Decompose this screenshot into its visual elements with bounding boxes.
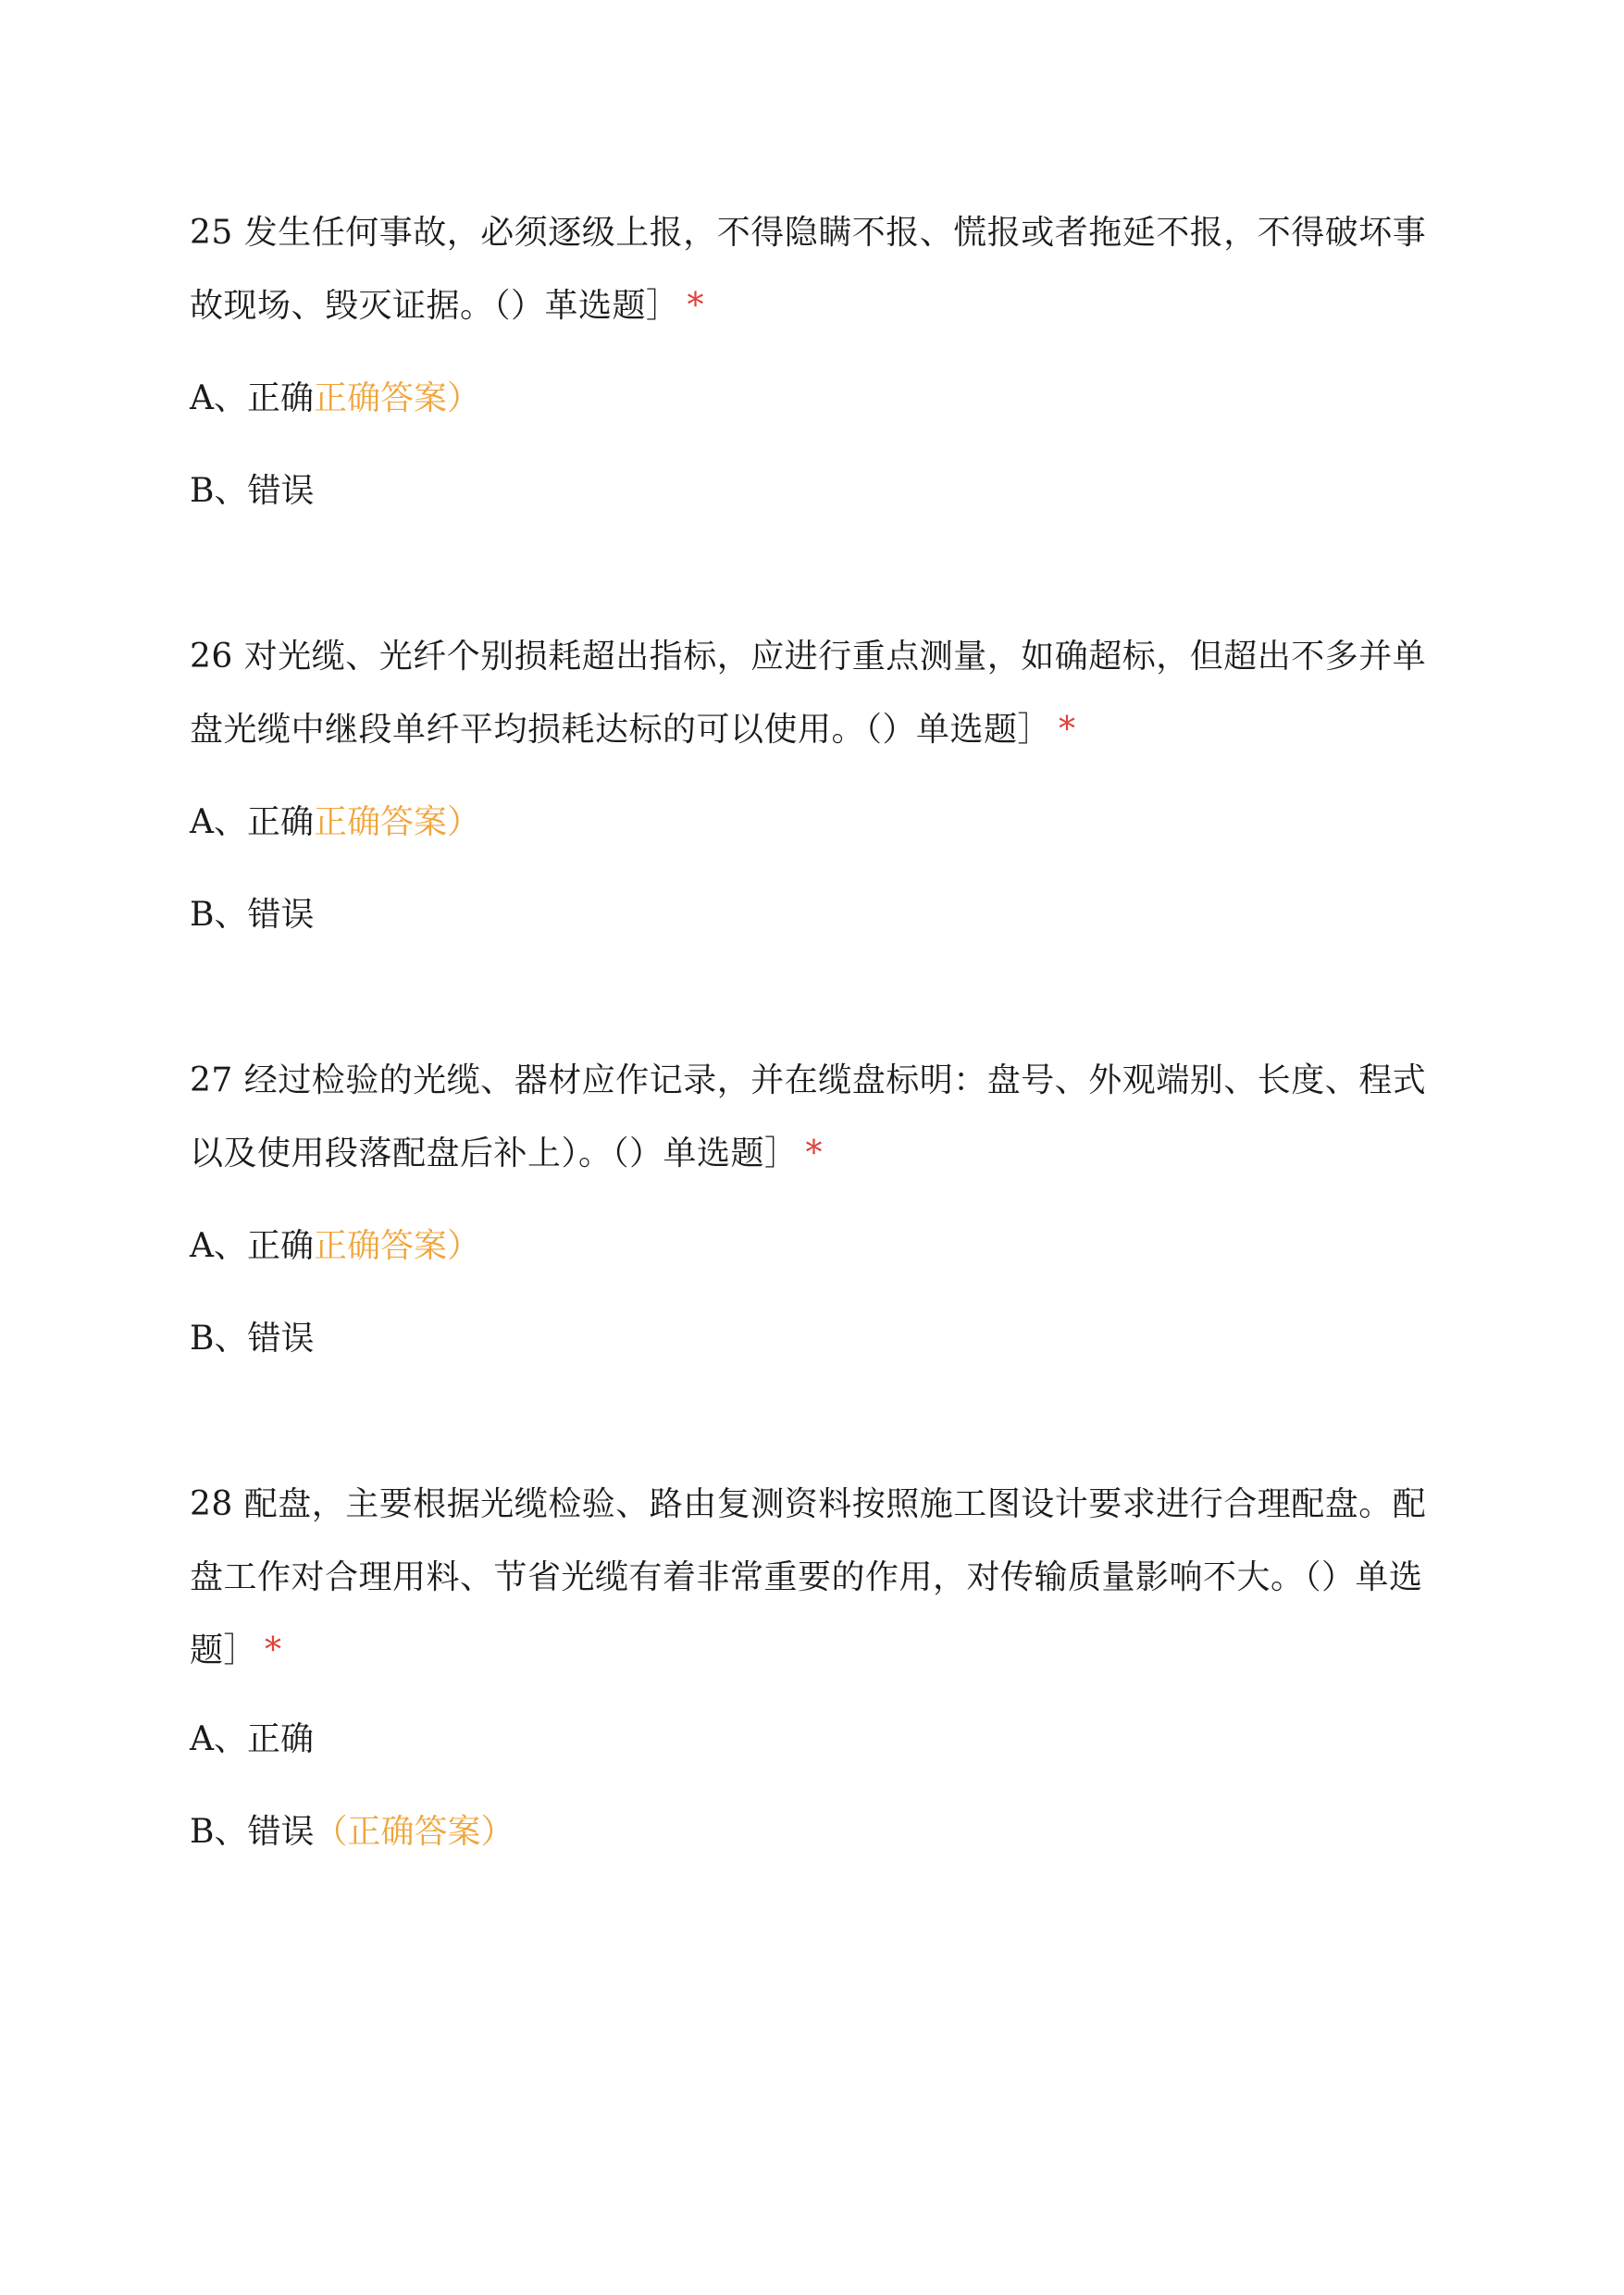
option-label: B、错误 — [190, 1320, 315, 1358]
option-label: A、正确 — [190, 379, 314, 417]
correct-answer-marker: 正确答案） — [314, 379, 481, 417]
option-label: A、正确 — [190, 1227, 314, 1265]
option-label: B、错误 — [190, 896, 315, 934]
option-b — [190, 469, 314, 514]
option-label: A、正确 — [190, 1720, 314, 1758]
required-asterisk: * — [805, 1135, 824, 1172]
question-text — [190, 1044, 1430, 1190]
question-text — [190, 1468, 1430, 1687]
required-asterisk: * — [687, 287, 705, 325]
question-text-content: 25 发生任何事故，必须逐级上报，不得隐瞒不报、慌报或者拖延不报，不得破坏事故现场、毁灭证据。（）革选题］ — [190, 214, 1427, 325]
correct-answer-marker: 正确答案） — [314, 803, 481, 841]
question-text-content: 27 经过检验的光缆、器材应作记录，并在缆盘标明：盘号、外观端别、长度、程式以及使用段落配盘后补上）。（）单选题］ — [190, 1061, 1427, 1172]
required-asterisk: * — [1059, 711, 1076, 749]
option-a — [190, 377, 480, 421]
option-label: B、错误 — [190, 1813, 315, 1851]
question-text-content: 28 配盘，主要根据光缆检验、路由复测资料按照施工图设计要求进行合理配盘。配盘工作对合理用料、节省光缆有着非常重要的作用，对传输质量影响不大。（）单选题］ — [190, 1485, 1427, 1669]
correct-answer-marker: 正确答案） — [314, 1227, 481, 1265]
option-a — [190, 1224, 480, 1269]
correct-answer-marker: （正确答案） — [314, 1813, 514, 1851]
option-b — [190, 893, 314, 937]
option-label: A、正确 — [190, 803, 314, 841]
question-text — [190, 620, 1430, 766]
option-label: B、错误 — [190, 472, 315, 510]
question-26 — [190, 620, 1430, 935]
question-25 — [190, 196, 1430, 511]
option-a — [190, 1718, 314, 1762]
required-asterisk: * — [265, 1631, 282, 1669]
option-b — [190, 1810, 514, 1855]
question-text — [190, 196, 1430, 342]
question-28 — [190, 1468, 1430, 1856]
option-b — [190, 1317, 314, 1361]
question-27 — [190, 1044, 1430, 1358]
question-text-content: 26 对光缆、光纤个别损耗超出指标，应进行重点测量，如确超标，但超出不多并单盘光缆中继段单纤平均损耗达标的可以使用。（）单选题］ — [190, 638, 1427, 749]
option-a — [190, 800, 480, 845]
